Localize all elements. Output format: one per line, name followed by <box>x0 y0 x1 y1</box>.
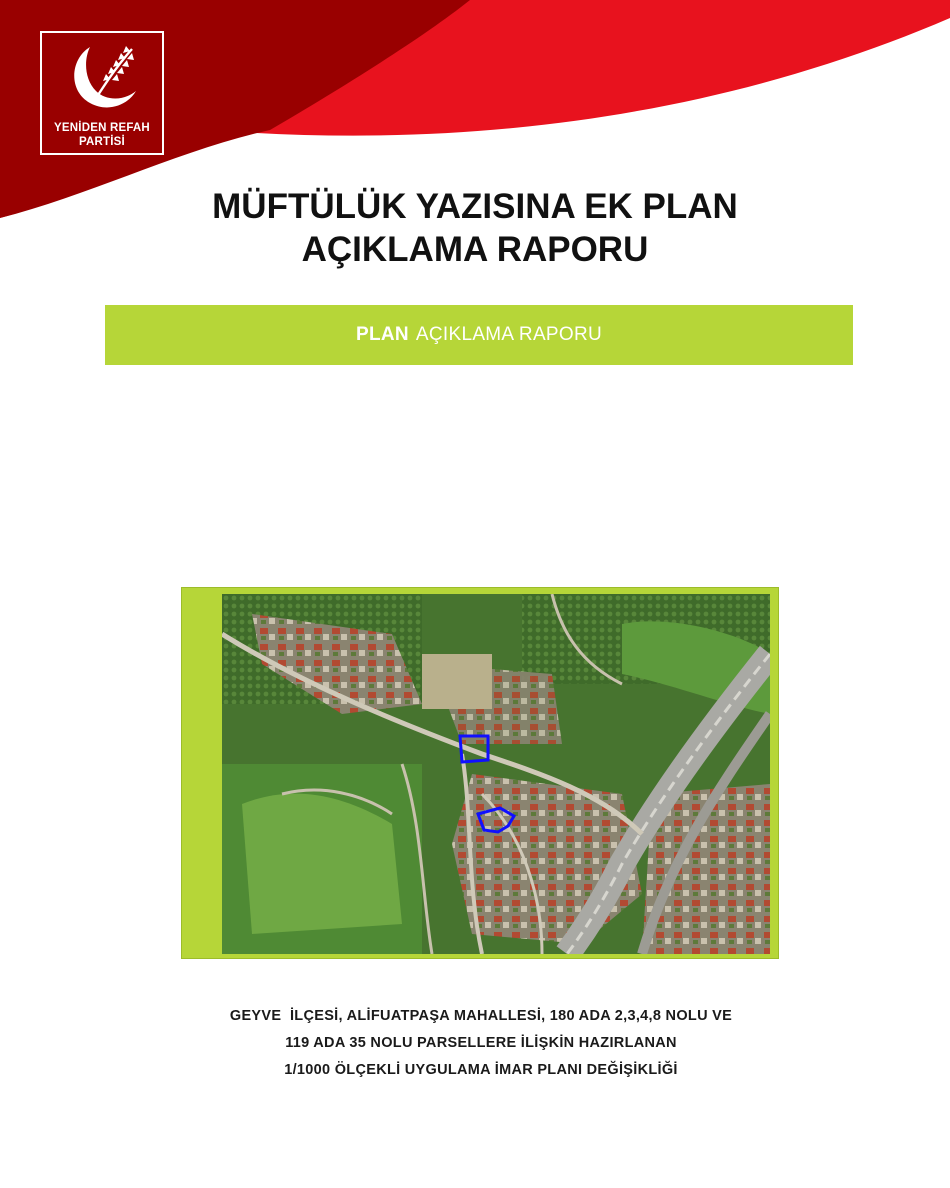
title-line-2: AÇIKLAMA RAPORU <box>301 230 649 269</box>
banner-text: AÇIKLAMA RAPORU <box>415 324 603 345</box>
banner-bold-text: PLAN <box>355 324 409 345</box>
logo-line-2: PARTİSİ <box>79 136 125 148</box>
subtitle-line-1: GEYVE İLÇESİ, ALİFUATPAŞA MAHALLESİ, 180 ADA 2,3,4,8 NOLU VE <box>229 1008 733 1024</box>
aerial-map-frame <box>181 587 779 959</box>
aerial-map <box>222 594 770 954</box>
document-title <box>0 185 950 271</box>
section-banner <box>105 305 853 365</box>
crescent-wheat-icon <box>42 33 162 123</box>
document-subtitle <box>0 1003 950 1084</box>
subtitle-line-3: 1/1000 ÖLÇEKLİ UYGULAMA İMAR PLANI DEĞİŞİKLİĞİ <box>284 1062 678 1078</box>
title-line-1: MÜFTÜLÜK YAZISINA EK PLAN <box>212 187 738 226</box>
subtitle-line-2: 119 ADA 35 NOLU PARSELLERE İLİŞKİN HAZIRLANAN <box>285 1035 677 1051</box>
logo-line-1: YENİDEN REFAH <box>54 122 150 134</box>
party-logo <box>40 31 164 155</box>
